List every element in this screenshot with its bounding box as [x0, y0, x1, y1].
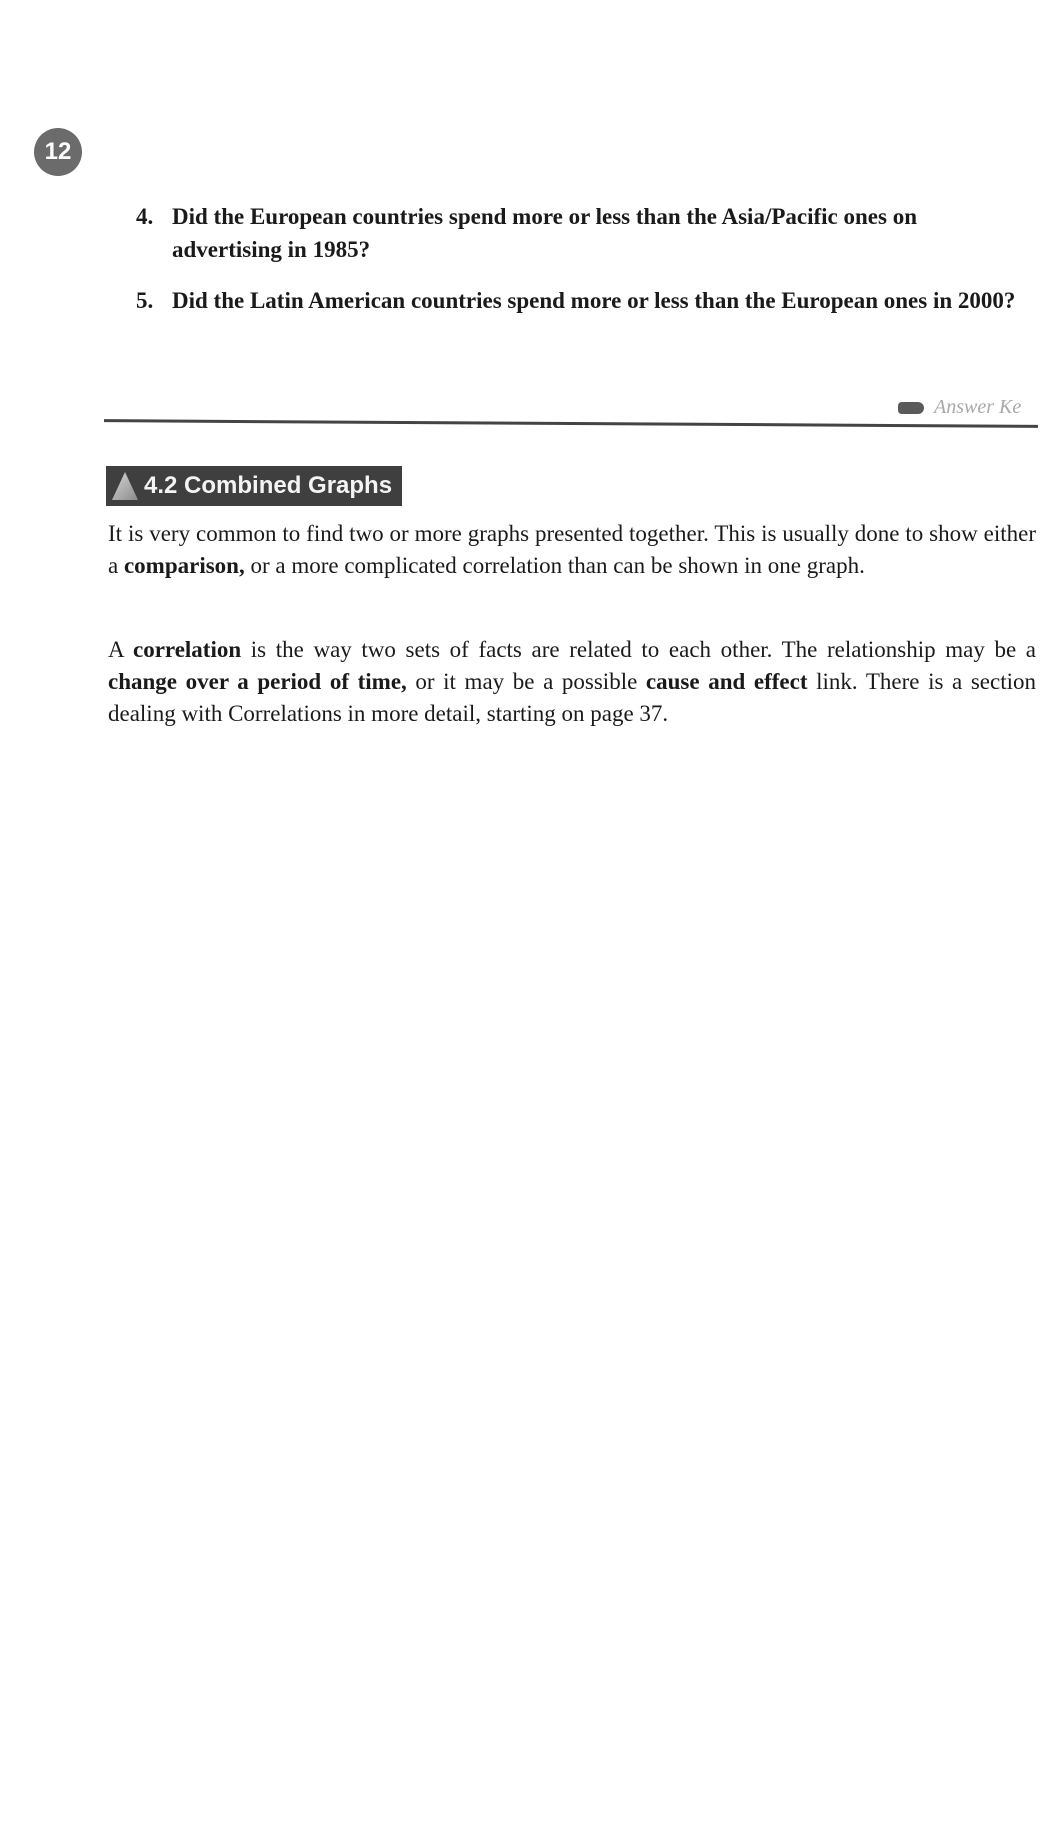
paragraph-correlation — [108, 634, 1036, 730]
paragraph-text: or a more complicated correlation than can be shown in one graph. — [244, 553, 865, 578]
section-divider — [104, 419, 1038, 428]
paragraph-text: link. There is a section dealing with Correlations in more detail, starting on page 37. — [108, 669, 1036, 726]
question-number: 4. — [136, 204, 154, 229]
bold-term: cause and effect — [645, 669, 808, 694]
answer-key-label: Answer Ke — [934, 396, 1022, 418]
question-item — [136, 200, 1016, 266]
question-item — [136, 284, 1016, 317]
paragraph-comparison — [108, 518, 1036, 582]
pointing-hand-icon — [898, 402, 924, 414]
question-list — [136, 200, 1016, 335]
question-text: Did the Latin American countries spend more or less than the European ones in 2000? — [172, 288, 1016, 313]
answer-key-link[interactable] — [898, 396, 1021, 419]
section-heading — [106, 466, 402, 506]
page-number: 12 — [44, 138, 72, 165]
question-text: Did the European countries spend more or less than the Asia/Pacific ones on advertising in 1985? — [172, 204, 917, 262]
question-number: 5. — [136, 288, 154, 313]
page-number-badge — [34, 128, 82, 176]
paragraph-text: is the way two sets of facts are related to each other. The relationship may be a — [241, 637, 1036, 662]
section-icon — [112, 472, 138, 500]
bold-term: correlation — [132, 637, 242, 662]
section-title: 4.2 Combined Graphs — [144, 472, 393, 499]
bold-term: change over a period of time, — [108, 669, 407, 694]
paragraph-text: or it may be a possible — [406, 669, 646, 694]
paragraph-text: It is very common to find two or more graphs presented together. This is usually done to show either a — [108, 521, 1036, 578]
paragraph-text: A — [108, 637, 133, 662]
bold-term: comparison, — [123, 553, 245, 578]
